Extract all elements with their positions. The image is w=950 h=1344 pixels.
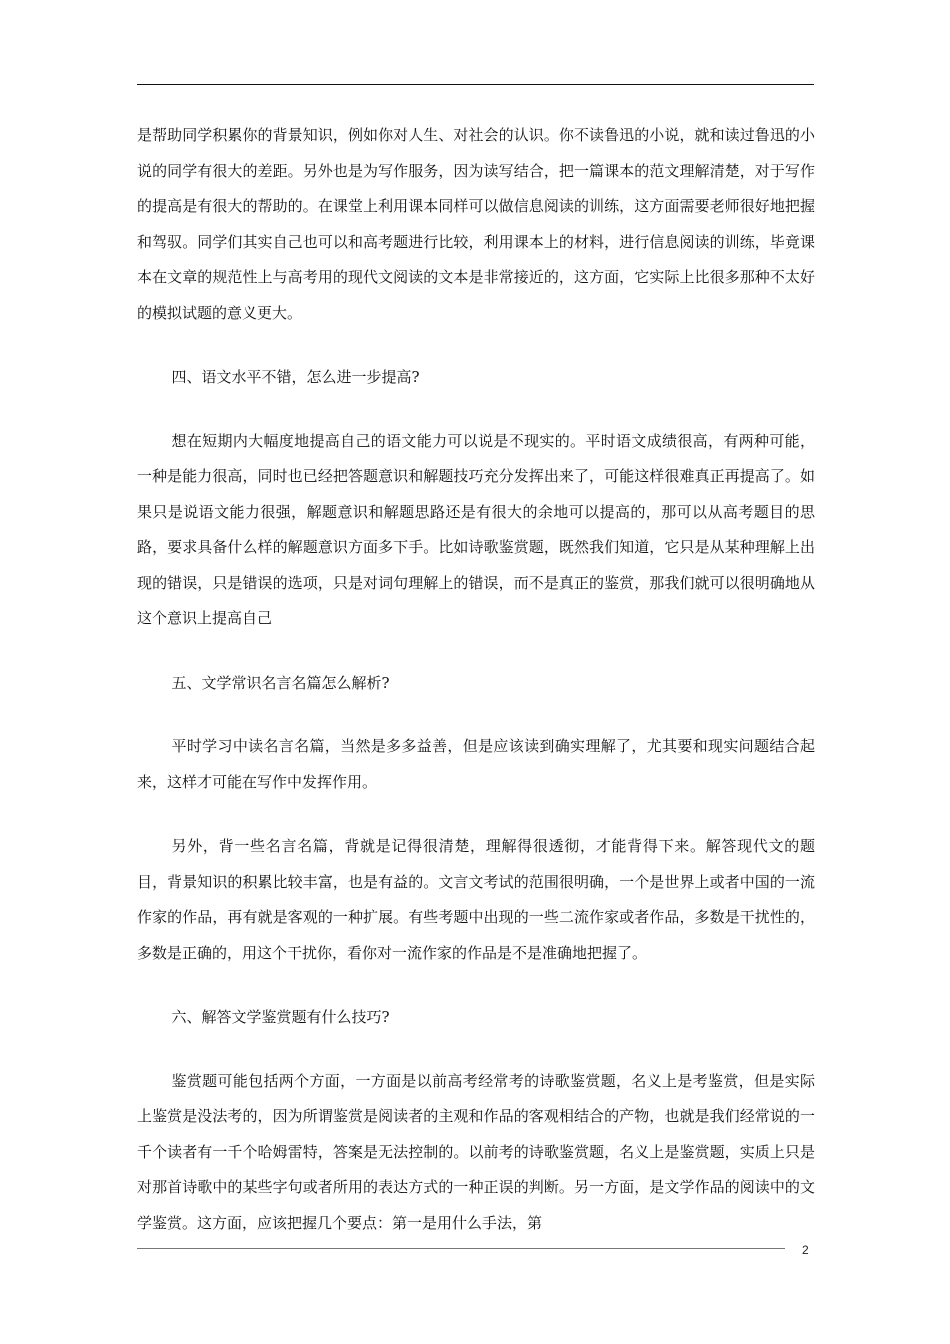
paragraph-famous-quotes: 平时学习中读名言名篇，当然是多多益善，但是应该读到确实理解了，尤其要和现实问题结合起来，这样才可能在写作中发挥作用。: [137, 737, 815, 791]
heading-section-5: 五、文学常识名言名篇怎么解析?: [171, 673, 390, 692]
footer-rule: [137, 1248, 785, 1249]
paragraph-improve-ability: 想在短期内大幅度地提高自己的语文能力可以说是不现实的。平时语文成绩很高，有两种可能，一种是能力很高，同时也已经把答题意识和解题技巧充分发挥出来了，可能这样很难真正再提高了。如果只是说语文能力很强，解题意识和解题思路还是有很大的余地可以提高的，那可以从高考题目的思路，要求具备什么样的解题意识方面多下手。比如诗歌鉴赏题，既然我们知道，它只是从某种理解上出现的错误，只是错误的选项，只是对词句理解上的错误，而不是真正的鉴赏，那我们就可以很明确地从这个意识上提高自己: [137, 431, 815, 627]
paragraph-textbook-reading: 是帮助同学积累你的背景知识，例如你对人生、对社会的认识。你不读鲁迅的小说，就和读过鲁迅的小说的同学有很大的差距。另外也是为写作服务，因为读写结合，把一篇课本的范文理解清楚，对于写作的提高是有很大的帮助的。在课堂上利用课本同样可以做信息阅读的训练，这方面需要老师很好地把握和驾驭。同学们其实自己也可以和高考题进行比较，利用课本上的材料，进行信息阅读的训练，毕竟课本在文章的规范性上与高考用的现代文阅读的文本是非常接近的，这方面，它实际上比很多那种不太好的模拟试题的意义更大。: [137, 126, 815, 322]
paragraph-memorization: 另外，背一些名言名篇，背就是记得很清楚，理解得很透彻，才能背得下来。解答现代文的题目，背景知识的积累比较丰富，也是有益的。文言文考试的范围很明确，一个是世界上或者中国的一流作家的作品，再有就是客观的一种扩展。有些考题中出现的一些二流作家或者作品，多数是干扰性的，多数是正确的，用这个干扰你，看你对一流作家的作品是不是准确地把握了。: [137, 837, 815, 962]
body-text: [137, 118, 815, 1270]
paragraph-appreciation: 鉴赏题可能包括两个方面，一方面是以前高考经常考的诗歌鉴赏题，名义上是考鉴赏，但是实际上鉴赏是没法考的，因为所谓鉴赏是阅读者的主观和作品的客观相结合的产物，也就是我们经常说的一千个读者有一千个哈姆雷特，答案是无法控制的。以前考的诗歌鉴赏题，名义上是鉴赏题，实质上只是对那首诗歌中的某些字句或者所用的表达方式的一种正误的判断。另一方面，是文学作品的阅读中的文学鉴赏。这方面，应该把握几个要点：第一是用什么手法，第: [137, 1071, 815, 1232]
page-number: 2: [802, 1243, 809, 1257]
header-rule: [137, 84, 814, 85]
heading-section-4: 四、语文水平不错，怎么进一步提高?: [171, 368, 420, 386]
heading-section-6: 六、解答文学鉴赏题有什么技巧?: [171, 1008, 390, 1026]
